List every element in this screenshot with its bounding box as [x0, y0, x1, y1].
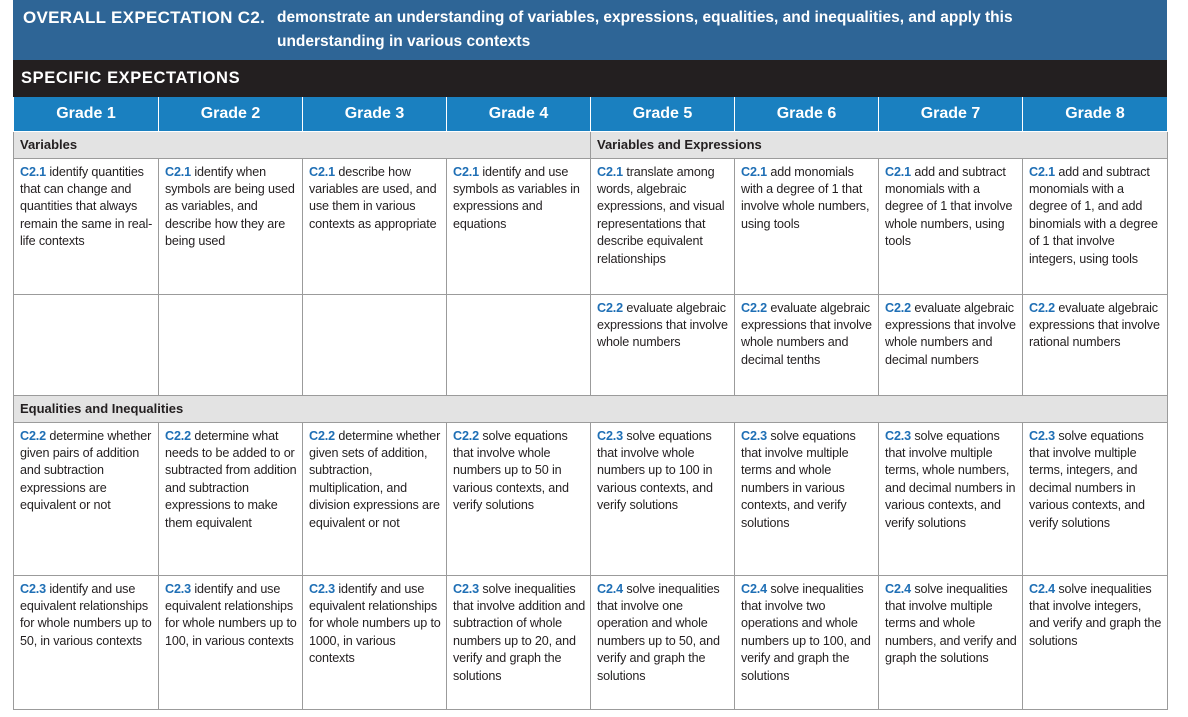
expectation-cell [591, 422, 735, 575]
expectation-text: solve equations that involve whole numbers up to 50 in various contexts, and verify solutions [453, 428, 569, 513]
grade-header: Grade 8 [1023, 97, 1168, 131]
expectation-cell [159, 422, 303, 575]
expectation-text: identify and use equivalent relationships for whole numbers up to 1000, in various contexts [309, 581, 441, 666]
expectation-cell [14, 158, 159, 294]
expectation-code: C2.1 [309, 164, 336, 179]
expectation-code: C2.1 [1029, 164, 1056, 179]
expectation-text: add and subtract monomials with a degree of 1, and add binomials with a degree of 1 that involve integers, using tools [1029, 164, 1158, 266]
expectation-cell [447, 422, 591, 575]
expectation-cell [735, 294, 879, 395]
expectation-text: solve inequalities that involve addition and subtraction of whole numbers up to 20, and verify and graph the solutions [453, 581, 586, 683]
grade-header: Grade 5 [591, 97, 735, 131]
expectation-code: C2.3 [20, 581, 47, 596]
expectation-text: solve inequalities that involve one operation and whole numbers up to 50, and verify and graph the solutions [597, 581, 720, 683]
expectation-text: add and subtract monomials with a degree of 1 that involve whole numbers, using tools [885, 164, 1013, 249]
expectation-code: C2.1 [453, 164, 480, 179]
expectation-cell [879, 158, 1023, 294]
expectation-code: C2.2 [453, 428, 480, 443]
expectation-code: C2.2 [309, 428, 336, 443]
curriculum-page [13, 0, 1167, 710]
expectation-text: determine whether given pairs of addition and subtraction expressions are equivalent or not [20, 428, 152, 513]
grade-header: Grade 4 [447, 97, 591, 131]
expectation-cell [879, 575, 1023, 709]
expectation-code: C2.2 [597, 300, 624, 315]
grade-header: Grade 3 [303, 97, 447, 131]
expectation-text: evaluate algebraic expressions that involve rational numbers [1029, 300, 1160, 350]
expectation-text: identify when symbols are being used as variables, and describe how they are being used [165, 164, 295, 249]
expectation-code: C2.3 [453, 581, 480, 596]
expectation-cell [879, 422, 1023, 575]
expectation-text: solve equations that involve whole numbers up to 100 in various contexts, and verify solutions [597, 428, 713, 513]
expectation-cell [1023, 294, 1168, 395]
expectation-cell [591, 158, 735, 294]
overall-expectation-banner [13, 0, 1167, 60]
expectation-cell [735, 422, 879, 575]
expectation-cell [159, 158, 303, 294]
expectation-cell [1023, 158, 1168, 294]
expectation-code: C2.2 [1029, 300, 1056, 315]
expectation-text: translate among words, algebraic expressions, and visual representations that describe equivalent relationships [597, 164, 725, 266]
expectation-code: C2.3 [885, 428, 912, 443]
expectation-text: identify and use equivalent relationships for whole numbers up to 50, in various contexts [20, 581, 152, 648]
expectation-text: add monomials with a degree of 1 that involve whole numbers, using tools [741, 164, 870, 231]
expectation-code: C2.2 [20, 428, 47, 443]
expectation-cell [447, 294, 591, 395]
expectation-cell [14, 294, 159, 395]
overall-expectation-label: OVERALL EXPECTATION C2. [23, 8, 266, 27]
expectation-code: C2.3 [597, 428, 624, 443]
expectation-text: evaluate algebraic expressions that involve whole numbers and decimal tenths [741, 300, 872, 367]
grade-header: Grade 2 [159, 97, 303, 131]
expectation-code: C2.1 [885, 164, 912, 179]
table-row [14, 158, 1168, 294]
expectation-cell [879, 294, 1023, 395]
expectation-cell [303, 158, 447, 294]
expectation-code: C2.3 [741, 428, 768, 443]
expectation-code: C2.1 [165, 164, 192, 179]
expectation-cell [303, 294, 447, 395]
expectation-cell [735, 158, 879, 294]
expectation-code: C2.4 [741, 581, 768, 596]
grade-header-row [14, 97, 1168, 131]
expectation-code: C2.4 [1029, 581, 1056, 596]
expectation-code: C2.1 [20, 164, 47, 179]
expectation-code: C2.3 [165, 581, 192, 596]
expectation-cell [735, 575, 879, 709]
expectation-cell [14, 422, 159, 575]
expectation-cell [159, 294, 303, 395]
expectation-text: solve equations that involve multiple terms, whole numbers, and decimal numbers in various contexts, and verify solutions [885, 428, 1016, 530]
expectation-cell [447, 575, 591, 709]
expectation-text: evaluate algebraic expressions that involve whole numbers and decimal numbers [885, 300, 1016, 367]
grade-header: Grade 1 [14, 97, 159, 131]
expectation-cell [14, 575, 159, 709]
overall-expectation-text-line2: understanding in various contexts [277, 33, 531, 50]
expectation-text: solve inequalities that involve integers, and verify and graph the solutions [1029, 581, 1162, 648]
expectation-code: C2.2 [741, 300, 768, 315]
expectation-text: describe how variables are used, and use them in various contexts as appropriate [309, 164, 437, 231]
expectation-code: C2.3 [1029, 428, 1056, 443]
expectation-cell [447, 158, 591, 294]
expectation-text: solve equations that involve multiple terms, integers, and decimal numbers in various contexts, and verify solutions [1029, 428, 1145, 530]
expectation-text: evaluate algebraic expressions that involve whole numbers [597, 300, 728, 350]
section-title-variables: Variables [14, 131, 591, 158]
section-row-equalities [14, 395, 1168, 422]
table-row [14, 294, 1168, 395]
overall-expectation-text-line1: demonstrate an understanding of variables, expressions, equalities, and inequalities, and apply this [277, 9, 1013, 26]
expectation-code: C2.1 [597, 164, 624, 179]
expectation-text: solve inequalities that involve two operations and whole numbers up to 100, and verify and graph the solutions [741, 581, 871, 683]
expectation-text: solve equations that involve multiple terms and whole numbers in various contexts, and verify solutions [741, 428, 856, 530]
expectation-text: identify and use equivalent relationships for whole numbers up to 100, in various contexts [165, 581, 297, 648]
expectation-cell [159, 575, 303, 709]
expectation-cell [591, 575, 735, 709]
expectation-text: determine whether given sets of addition, subtraction, multiplication, and division expressions are equivalent or not [309, 428, 441, 530]
expectation-text: identify quantities that can change and quantities that always remain the same in real-life contexts [20, 164, 153, 249]
expectation-code: C2.4 [597, 581, 624, 596]
expectation-text: identify and use symbols as variables in expressions and equations [453, 164, 580, 231]
expectation-cell [591, 294, 735, 395]
expectations-table [13, 97, 1168, 710]
expectation-cell [1023, 422, 1168, 575]
expectation-code: C2.2 [885, 300, 912, 315]
expectation-cell [303, 575, 447, 709]
section-title-equalities: Equalities and Inequalities [14, 395, 1168, 422]
expectation-code: C2.3 [309, 581, 336, 596]
expectation-cell [1023, 575, 1168, 709]
expectation-text: determine what needs to be added to or subtracted from addition and subtraction expressions to make them equivalent [165, 428, 297, 530]
table-row [14, 575, 1168, 709]
grade-header: Grade 6 [735, 97, 879, 131]
table-row [14, 422, 1168, 575]
grade-header: Grade 7 [879, 97, 1023, 131]
expectation-text: solve inequalities that involve multiple terms and whole numbers, and verify and graph the solutions [885, 581, 1017, 666]
expectation-code: C2.2 [165, 428, 192, 443]
section-row-variables [14, 131, 1168, 158]
expectation-code: C2.1 [741, 164, 768, 179]
expectation-cell [303, 422, 447, 575]
specific-expectations-heading: SPECIFIC EXPECTATIONS [13, 60, 1167, 97]
expectation-code: C2.4 [885, 581, 912, 596]
section-title-variables-expressions: Variables and Expressions [591, 131, 1168, 158]
